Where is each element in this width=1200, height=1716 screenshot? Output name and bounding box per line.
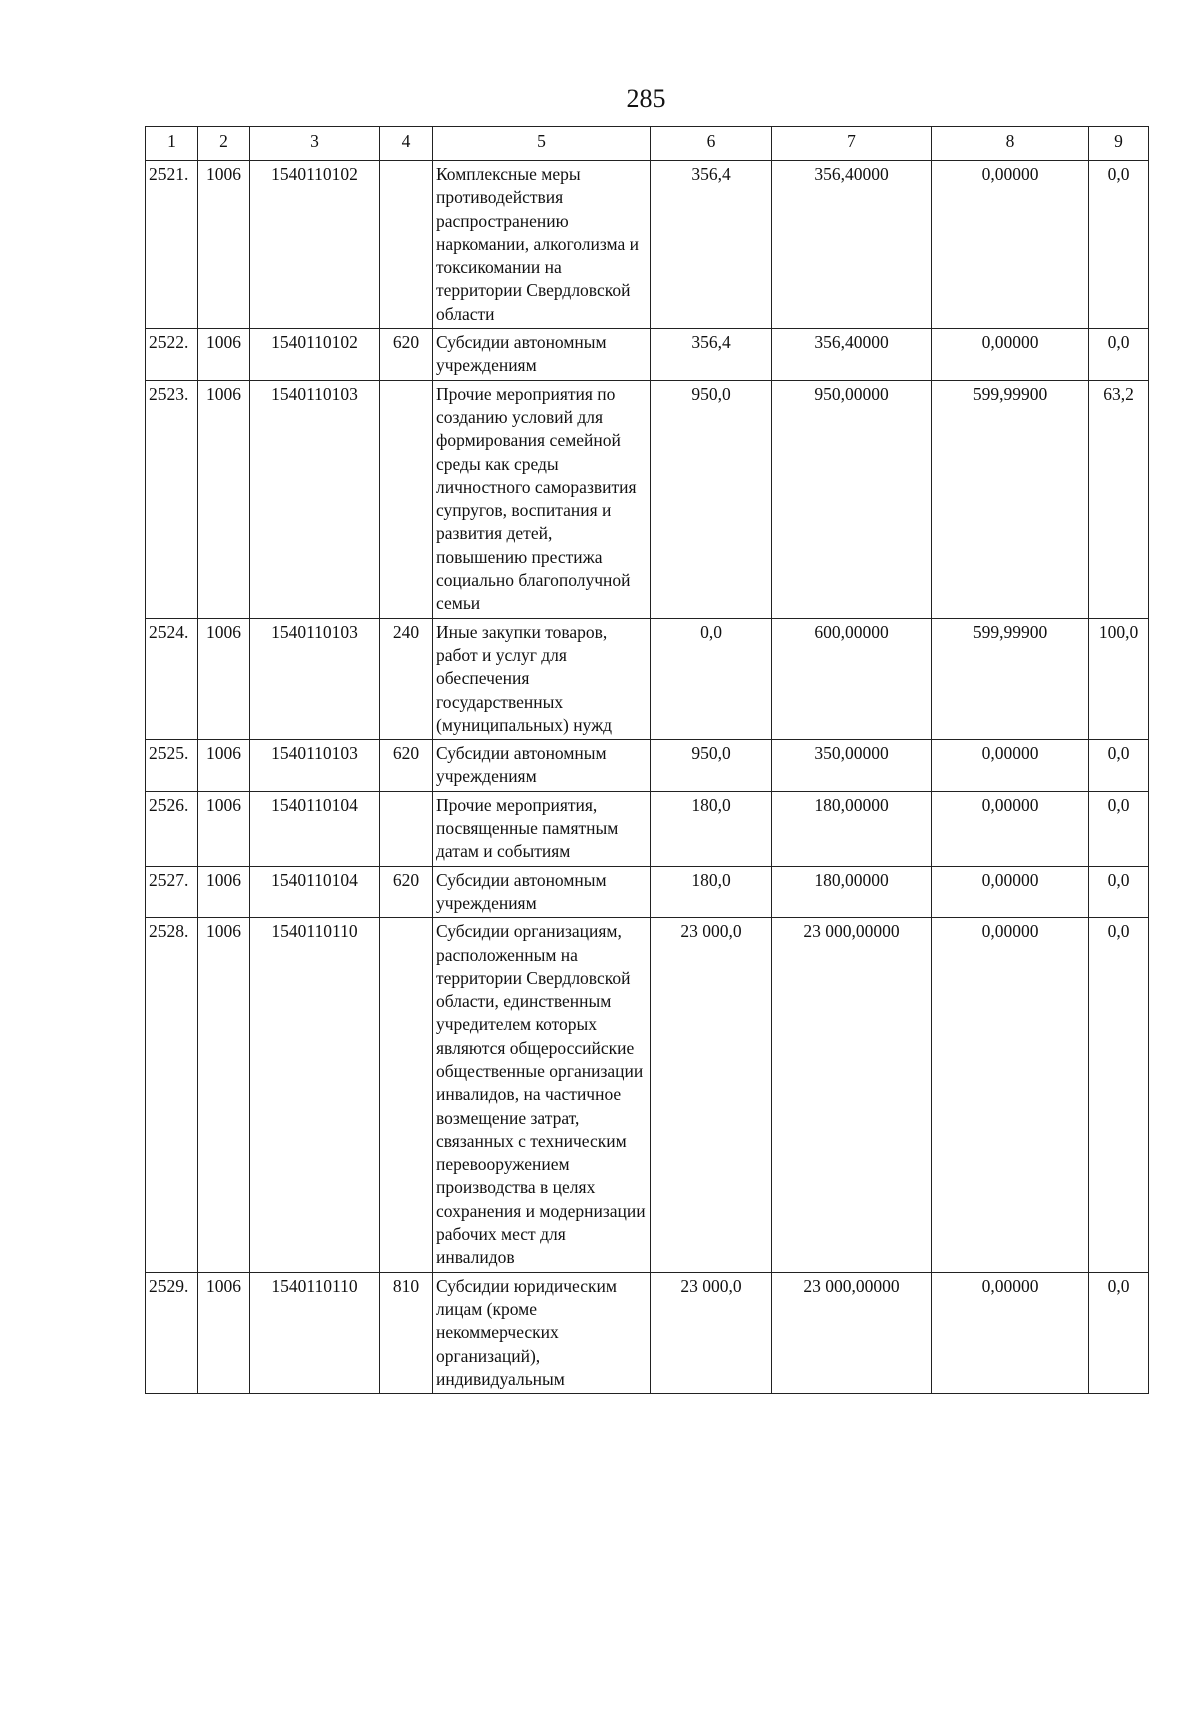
item-name: Прочие мероприятия, посвященные памятным датам и событиям [433, 791, 651, 866]
value-col7: 350,00000 [772, 740, 932, 792]
row-number: 2524. [146, 618, 198, 739]
section-code: 1006 [198, 380, 250, 618]
row-number: 2521. [146, 161, 198, 329]
section-code: 1006 [198, 791, 250, 866]
value-col9: 0,0 [1089, 740, 1149, 792]
table-row [146, 791, 1149, 866]
value-col6: 356,4 [651, 329, 772, 381]
section-code: 1006 [198, 866, 250, 918]
column-header: 4 [380, 127, 433, 161]
value-col8: 0,00000 [932, 791, 1089, 866]
section-code: 1006 [198, 1272, 250, 1393]
table-header [146, 127, 1149, 161]
column-header: 1 [146, 127, 198, 161]
value-col8: 599,99900 [932, 618, 1089, 739]
column-header: 2 [198, 127, 250, 161]
page-number: 285 [626, 84, 666, 113]
value-col8: 0,00000 [932, 1272, 1089, 1393]
value-col7: 600,00000 [772, 618, 932, 739]
value-col9: 0,0 [1089, 866, 1149, 918]
item-name: Прочие мероприятия по созданию условий для формирования семейной среды как среды личностного саморазвития супругов, воспитания и развития детей, повышению престижа социально благополучной семьи [433, 380, 651, 618]
table-row [146, 329, 1149, 381]
table-row [146, 918, 1149, 1272]
value-col7: 180,00000 [772, 866, 932, 918]
table-row [146, 866, 1149, 918]
value-col7: 356,40000 [772, 161, 932, 329]
value-col6: 180,0 [651, 866, 772, 918]
target-code: 1540110103 [250, 618, 380, 739]
section-code: 1006 [198, 618, 250, 739]
target-code: 1540110104 [250, 866, 380, 918]
budget-table [145, 126, 1149, 1394]
expense-type: 620 [380, 740, 433, 792]
row-number: 2526. [146, 791, 198, 866]
value-col8: 599,99900 [932, 380, 1089, 618]
table-row [146, 1272, 1149, 1393]
value-col7: 950,00000 [772, 380, 932, 618]
section-code: 1006 [198, 161, 250, 329]
expense-type [380, 918, 433, 1272]
target-code: 1540110110 [250, 918, 380, 1272]
section-code: 1006 [198, 329, 250, 381]
value-col9: 100,0 [1089, 618, 1149, 739]
column-header: 6 [651, 127, 772, 161]
row-number: 2525. [146, 740, 198, 792]
table-row [146, 740, 1149, 792]
value-col6: 23 000,0 [651, 918, 772, 1272]
row-number: 2527. [146, 866, 198, 918]
target-code: 1540110104 [250, 791, 380, 866]
value-col9: 63,2 [1089, 380, 1149, 618]
item-name: Субсидии организациям, расположенным на территории Свердловской области, единственным учредителем которых являются общероссийские общественные организации инвалидов, на частичное возмещение затрат, связанных с техническим перевооружением производства в целях сохранения и модернизации рабочих мест для инвалидов [433, 918, 651, 1272]
value-col8: 0,00000 [932, 161, 1089, 329]
value-col7: 23 000,00000 [772, 1272, 932, 1393]
value-col9: 0,0 [1089, 161, 1149, 329]
expense-type [380, 791, 433, 866]
value-col7: 23 000,00000 [772, 918, 932, 1272]
expense-type [380, 161, 433, 329]
expense-type: 620 [380, 329, 433, 381]
target-code: 1540110102 [250, 161, 380, 329]
value-col6: 950,0 [651, 740, 772, 792]
row-number: 2522. [146, 329, 198, 381]
value-col6: 950,0 [651, 380, 772, 618]
row-number: 2523. [146, 380, 198, 618]
value-col8: 0,00000 [932, 329, 1089, 381]
column-header: 5 [433, 127, 651, 161]
header-row [146, 127, 1149, 161]
target-code: 1540110103 [250, 380, 380, 618]
target-code: 1540110102 [250, 329, 380, 381]
section-code: 1006 [198, 918, 250, 1272]
item-name: Комплексные меры противодействия распространению наркомании, алкоголизма и токсикомании на территории Свердловской области [433, 161, 651, 329]
value-col8: 0,00000 [932, 866, 1089, 918]
value-col7: 180,00000 [772, 791, 932, 866]
value-col6: 23 000,0 [651, 1272, 772, 1393]
value-col9: 0,0 [1089, 1272, 1149, 1393]
expense-type: 240 [380, 618, 433, 739]
value-col6: 180,0 [651, 791, 772, 866]
value-col9: 0,0 [1089, 918, 1149, 1272]
table-row [146, 161, 1149, 329]
column-header: 3 [250, 127, 380, 161]
column-header: 9 [1089, 127, 1149, 161]
expense-type [380, 380, 433, 618]
target-code: 1540110103 [250, 740, 380, 792]
target-code: 1540110110 [250, 1272, 380, 1393]
row-number: 2528. [146, 918, 198, 1272]
item-name: Субсидии автономным учреждениям [433, 329, 651, 381]
item-name: Субсидии автономным учреждениям [433, 866, 651, 918]
item-name: Субсидии автономным учреждениям [433, 740, 651, 792]
item-name: Иные закупки товаров, работ и услуг для обеспечения государственных (муниципальных) нужд [433, 618, 651, 739]
column-header: 8 [932, 127, 1089, 161]
column-header: 7 [772, 127, 932, 161]
table-body [146, 161, 1149, 1394]
value-col9: 0,0 [1089, 329, 1149, 381]
table-row [146, 618, 1149, 739]
table-row [146, 380, 1149, 618]
value-col9: 0,0 [1089, 791, 1149, 866]
item-name: Субсидии юридическим лицам (кроме некоммерческих организаций), индивидуальным [433, 1272, 651, 1393]
value-col8: 0,00000 [932, 918, 1089, 1272]
expense-type: 810 [380, 1272, 433, 1393]
row-number: 2529. [146, 1272, 198, 1393]
value-col7: 356,40000 [772, 329, 932, 381]
value-col8: 0,00000 [932, 740, 1089, 792]
section-code: 1006 [198, 740, 250, 792]
value-col6: 0,0 [651, 618, 772, 739]
value-col6: 356,4 [651, 161, 772, 329]
expense-type: 620 [380, 866, 433, 918]
